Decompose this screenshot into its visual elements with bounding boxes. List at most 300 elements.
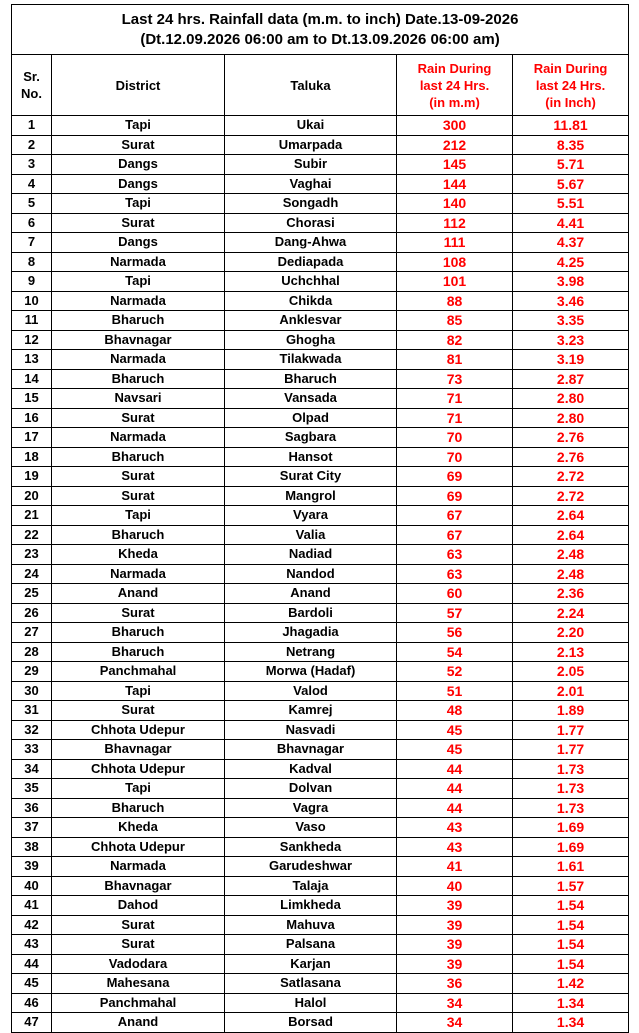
- district-cell: Surat: [52, 213, 225, 233]
- rain-mm-cell: 52: [397, 662, 513, 682]
- sr-no-cell: 6: [12, 213, 52, 233]
- rain-mm-cell: 39: [397, 935, 513, 955]
- rain-mm-cell: 140: [397, 194, 513, 214]
- district-cell: Bhavnagar: [52, 330, 225, 350]
- header-rain-inch-line-2: last 24 Hrs.: [535, 77, 606, 93]
- sr-no-cell: 9: [12, 272, 52, 292]
- district-cell: Chhota Udepur: [52, 720, 225, 740]
- district-cell: Kheda: [52, 545, 225, 565]
- table-row: [12, 252, 629, 272]
- header-rain-inch-line-1: Rain During: [533, 60, 608, 76]
- taluka-cell: Netrang: [225, 642, 397, 662]
- table-row: [12, 467, 629, 487]
- taluka-cell: Nandod: [225, 564, 397, 584]
- sr-no-cell: 23: [12, 545, 52, 565]
- table-row: [12, 857, 629, 877]
- taluka-cell: Chorasi: [225, 213, 397, 233]
- district-cell: Narmada: [52, 428, 225, 448]
- district-cell: Surat: [52, 408, 225, 428]
- rain-inch-cell: 1.54: [513, 915, 629, 935]
- taluka-cell: Jhagadia: [225, 623, 397, 643]
- taluka-cell: Garudeshwar: [225, 857, 397, 877]
- rain-mm-cell: 73: [397, 369, 513, 389]
- district-cell: Dangs: [52, 155, 225, 175]
- rain-mm-cell: 70: [397, 447, 513, 467]
- rain-inch-cell: 2.01: [513, 681, 629, 701]
- sr-no-cell: 18: [12, 447, 52, 467]
- district-cell: Tapi: [52, 779, 225, 799]
- rain-mm-cell: 82: [397, 330, 513, 350]
- table-row: [12, 623, 629, 643]
- sr-no-cell: 25: [12, 584, 52, 604]
- taluka-cell: Mangrol: [225, 486, 397, 506]
- rain-inch-cell: 5.67: [513, 174, 629, 194]
- sr-no-cell: 3: [12, 155, 52, 175]
- rain-inch-cell: 11.81: [513, 116, 629, 136]
- district-cell: Panchmahal: [52, 662, 225, 682]
- district-cell: Tapi: [52, 194, 225, 214]
- rain-inch-cell: 2.72: [513, 467, 629, 487]
- table-row: [12, 662, 629, 682]
- taluka-cell: Talaja: [225, 876, 397, 896]
- district-cell: Narmada: [52, 350, 225, 370]
- taluka-cell: Ukai: [225, 116, 397, 136]
- rain-inch-cell: 3.23: [513, 330, 629, 350]
- rain-mm-cell: 112: [397, 213, 513, 233]
- taluka-cell: Dolvan: [225, 779, 397, 799]
- table-row: [12, 233, 629, 253]
- rain-mm-cell: 67: [397, 506, 513, 526]
- taluka-cell: Vagra: [225, 798, 397, 818]
- sr-no-cell: 7: [12, 233, 52, 253]
- taluka-cell: Olpad: [225, 408, 397, 428]
- taluka-cell: Nadiad: [225, 545, 397, 565]
- header-sr-line-2: No.: [21, 86, 42, 101]
- rain-mm-cell: 57: [397, 603, 513, 623]
- taluka-cell: Bhavnagar: [225, 740, 397, 760]
- taluka-cell: Anand: [225, 584, 397, 604]
- table-row: [12, 545, 629, 565]
- rain-inch-cell: 1.69: [513, 818, 629, 838]
- sr-no-cell: 32: [12, 720, 52, 740]
- sr-no-cell: 24: [12, 564, 52, 584]
- header-rain-inch: [513, 55, 629, 116]
- rain-mm-cell: 70: [397, 428, 513, 448]
- table-row: [12, 681, 629, 701]
- district-cell: Surat: [52, 135, 225, 155]
- table-row: [12, 428, 629, 448]
- table-row: [12, 720, 629, 740]
- sr-no-cell: 36: [12, 798, 52, 818]
- sr-no-cell: 34: [12, 759, 52, 779]
- district-cell: Tapi: [52, 272, 225, 292]
- district-cell: Bharuch: [52, 369, 225, 389]
- district-cell: Surat: [52, 603, 225, 623]
- sr-no-cell: 42: [12, 915, 52, 935]
- sr-no-cell: 40: [12, 876, 52, 896]
- district-cell: Bharuch: [52, 311, 225, 331]
- sr-no-cell: 26: [12, 603, 52, 623]
- district-cell: Dangs: [52, 233, 225, 253]
- taluka-cell: Bharuch: [225, 369, 397, 389]
- district-cell: Surat: [52, 486, 225, 506]
- rain-inch-cell: 2.64: [513, 506, 629, 526]
- rain-mm-cell: 108: [397, 252, 513, 272]
- district-cell: Chhota Udepur: [52, 759, 225, 779]
- table-row: [12, 818, 629, 838]
- rain-mm-cell: 34: [397, 993, 513, 1013]
- taluka-cell: Limkheda: [225, 896, 397, 916]
- district-cell: Anand: [52, 1013, 225, 1033]
- taluka-cell: Kadval: [225, 759, 397, 779]
- table-row: [12, 291, 629, 311]
- table-row: [12, 369, 629, 389]
- district-cell: Bharuch: [52, 642, 225, 662]
- sr-no-cell: 12: [12, 330, 52, 350]
- header-rain-mm-line-3: (in m.m): [429, 94, 480, 110]
- district-cell: Narmada: [52, 291, 225, 311]
- district-cell: Bharuch: [52, 623, 225, 643]
- table-row: [12, 389, 629, 409]
- rain-mm-cell: 56: [397, 623, 513, 643]
- sr-no-cell: 44: [12, 954, 52, 974]
- table-body: [12, 116, 629, 1033]
- rain-mm-cell: 69: [397, 467, 513, 487]
- sr-no-cell: 2: [12, 135, 52, 155]
- sr-no-cell: 33: [12, 740, 52, 760]
- table-row: [12, 584, 629, 604]
- table-row: [12, 194, 629, 214]
- rain-mm-cell: 144: [397, 174, 513, 194]
- sr-no-cell: 22: [12, 525, 52, 545]
- table-row: [12, 525, 629, 545]
- sr-no-cell: 5: [12, 194, 52, 214]
- rain-inch-cell: 2.48: [513, 545, 629, 565]
- rain-mm-cell: 39: [397, 954, 513, 974]
- rain-inch-cell: 1.73: [513, 779, 629, 799]
- rain-mm-cell: 101: [397, 272, 513, 292]
- rain-inch-cell: 4.41: [513, 213, 629, 233]
- rainfall-table: [11, 4, 629, 1033]
- taluka-cell: Chikda: [225, 291, 397, 311]
- sr-no-cell: 46: [12, 993, 52, 1013]
- rain-mm-cell: 88: [397, 291, 513, 311]
- sr-no-cell: 17: [12, 428, 52, 448]
- table-row: [12, 759, 629, 779]
- taluka-cell: Halol: [225, 993, 397, 1013]
- rain-inch-cell: 3.35: [513, 311, 629, 331]
- table-row: [12, 974, 629, 994]
- rain-mm-cell: 300: [397, 116, 513, 136]
- table-row: [12, 564, 629, 584]
- district-cell: Bhavnagar: [52, 876, 225, 896]
- taluka-cell: Sankheda: [225, 837, 397, 857]
- rain-inch-cell: 2.13: [513, 642, 629, 662]
- rain-mm-cell: 63: [397, 545, 513, 565]
- table-row: [12, 506, 629, 526]
- taluka-cell: Vaso: [225, 818, 397, 838]
- rain-inch-cell: 1.57: [513, 876, 629, 896]
- table-row: [12, 155, 629, 175]
- table-row: [12, 935, 629, 955]
- rain-mm-cell: 81: [397, 350, 513, 370]
- rain-inch-cell: 2.36: [513, 584, 629, 604]
- rain-inch-cell: 1.34: [513, 993, 629, 1013]
- rain-mm-cell: 60: [397, 584, 513, 604]
- rain-mm-cell: 39: [397, 896, 513, 916]
- sr-no-cell: 27: [12, 623, 52, 643]
- rain-inch-cell: 2.20: [513, 623, 629, 643]
- rain-inch-cell: 3.19: [513, 350, 629, 370]
- taluka-cell: Umarpada: [225, 135, 397, 155]
- rain-inch-cell: 1.54: [513, 954, 629, 974]
- rain-inch-cell: 1.42: [513, 974, 629, 994]
- rain-inch-cell: 4.37: [513, 233, 629, 253]
- rain-inch-cell: 1.73: [513, 759, 629, 779]
- sr-no-cell: 28: [12, 642, 52, 662]
- sr-no-cell: 14: [12, 369, 52, 389]
- rain-inch-cell: 1.77: [513, 740, 629, 760]
- district-cell: Bharuch: [52, 525, 225, 545]
- rain-inch-cell: 3.46: [513, 291, 629, 311]
- rain-inch-cell: 5.71: [513, 155, 629, 175]
- taluka-cell: Dang-Ahwa: [225, 233, 397, 253]
- taluka-cell: Tilakwada: [225, 350, 397, 370]
- taluka-cell: Songadh: [225, 194, 397, 214]
- header-taluka: Taluka: [225, 55, 397, 116]
- sr-no-cell: 19: [12, 467, 52, 487]
- rain-mm-cell: 54: [397, 642, 513, 662]
- district-cell: Narmada: [52, 857, 225, 877]
- table-row: [12, 701, 629, 721]
- rain-inch-cell: 1.73: [513, 798, 629, 818]
- header-rain-mm-line-2: last 24 Hrs.: [419, 77, 490, 93]
- district-cell: Dangs: [52, 174, 225, 194]
- table-row: [12, 213, 629, 233]
- rain-mm-cell: 45: [397, 740, 513, 760]
- sr-no-cell: 1: [12, 116, 52, 136]
- taluka-cell: Uchchhal: [225, 272, 397, 292]
- rain-mm-cell: 44: [397, 779, 513, 799]
- district-cell: Chhota Udepur: [52, 837, 225, 857]
- rain-mm-cell: 39: [397, 915, 513, 935]
- header-rain-inch-line-3: (in Inch): [545, 94, 596, 110]
- rain-inch-cell: 5.51: [513, 194, 629, 214]
- rain-inch-cell: 2.64: [513, 525, 629, 545]
- rain-mm-cell: 36: [397, 974, 513, 994]
- rain-mm-cell: 40: [397, 876, 513, 896]
- taluka-cell: Karjan: [225, 954, 397, 974]
- table-row: [12, 896, 629, 916]
- district-cell: Surat: [52, 467, 225, 487]
- rain-mm-cell: 212: [397, 135, 513, 155]
- sr-no-cell: 38: [12, 837, 52, 857]
- taluka-cell: Mahuva: [225, 915, 397, 935]
- rain-mm-cell: 145: [397, 155, 513, 175]
- table-row: [12, 447, 629, 467]
- sr-no-cell: 4: [12, 174, 52, 194]
- table-row: [12, 915, 629, 935]
- rain-mm-cell: 63: [397, 564, 513, 584]
- sr-no-cell: 16: [12, 408, 52, 428]
- header-sr-no: [12, 55, 52, 116]
- taluka-cell: Ghogha: [225, 330, 397, 350]
- taluka-cell: Anklesvar: [225, 311, 397, 331]
- table-row: [12, 993, 629, 1013]
- rain-mm-cell: 85: [397, 311, 513, 331]
- rain-inch-cell: 4.25: [513, 252, 629, 272]
- taluka-cell: Sagbara: [225, 428, 397, 448]
- sr-no-cell: 13: [12, 350, 52, 370]
- title-line-2: (Dt.12.09.2026 06:00 am to Dt.13.09.2026 06:00 am): [140, 30, 500, 48]
- rain-inch-cell: 2.87: [513, 369, 629, 389]
- rain-inch-cell: 2.72: [513, 486, 629, 506]
- taluka-cell: Valod: [225, 681, 397, 701]
- sr-no-cell: 20: [12, 486, 52, 506]
- table-row: [12, 330, 629, 350]
- rain-inch-cell: 2.76: [513, 428, 629, 448]
- sr-no-cell: 45: [12, 974, 52, 994]
- table-row: [12, 779, 629, 799]
- district-cell: Anand: [52, 584, 225, 604]
- table-row: [12, 954, 629, 974]
- rain-inch-cell: 1.69: [513, 837, 629, 857]
- rain-mm-cell: 43: [397, 837, 513, 857]
- rain-inch-cell: 2.24: [513, 603, 629, 623]
- rain-inch-cell: 2.80: [513, 389, 629, 409]
- rain-mm-cell: 44: [397, 798, 513, 818]
- table-row: [12, 837, 629, 857]
- sr-no-cell: 41: [12, 896, 52, 916]
- rain-inch-cell: 8.35: [513, 135, 629, 155]
- rain-mm-cell: 69: [397, 486, 513, 506]
- table-row: [12, 876, 629, 896]
- table-row: [12, 135, 629, 155]
- header-rain-mm-line-1: Rain During: [417, 60, 492, 76]
- taluka-cell: Satlasana: [225, 974, 397, 994]
- table-row: [12, 116, 629, 136]
- table-row: [12, 642, 629, 662]
- header-district: District: [52, 55, 225, 116]
- taluka-cell: Vansada: [225, 389, 397, 409]
- district-cell: Surat: [52, 915, 225, 935]
- rain-mm-cell: 41: [397, 857, 513, 877]
- sr-no-cell: 31: [12, 701, 52, 721]
- rain-inch-cell: 1.61: [513, 857, 629, 877]
- taluka-cell: Borsad: [225, 1013, 397, 1033]
- rain-inch-cell: 2.05: [513, 662, 629, 682]
- district-cell: Tapi: [52, 506, 225, 526]
- table-row: [12, 174, 629, 194]
- taluka-cell: Morwa (Hadaf): [225, 662, 397, 682]
- district-cell: Tapi: [52, 116, 225, 136]
- district-cell: Tapi: [52, 681, 225, 701]
- sr-no-cell: 15: [12, 389, 52, 409]
- district-cell: Navsari: [52, 389, 225, 409]
- rain-mm-cell: 67: [397, 525, 513, 545]
- taluka-cell: Vaghai: [225, 174, 397, 194]
- taluka-cell: Bardoli: [225, 603, 397, 623]
- sr-no-cell: 8: [12, 252, 52, 272]
- rain-inch-cell: 2.80: [513, 408, 629, 428]
- table-row: [12, 603, 629, 623]
- rain-inch-cell: 1.54: [513, 896, 629, 916]
- district-cell: Surat: [52, 935, 225, 955]
- taluka-cell: Vyara: [225, 506, 397, 526]
- table-row: [12, 486, 629, 506]
- rain-inch-cell: 3.98: [513, 272, 629, 292]
- column-header-row: [12, 55, 629, 116]
- district-cell: Kheda: [52, 818, 225, 838]
- taluka-cell: Surat City: [225, 467, 397, 487]
- rain-mm-cell: 71: [397, 389, 513, 409]
- taluka-cell: Kamrej: [225, 701, 397, 721]
- rain-inch-cell: 1.77: [513, 720, 629, 740]
- taluka-cell: Valia: [225, 525, 397, 545]
- district-cell: Bharuch: [52, 798, 225, 818]
- district-cell: Bharuch: [52, 447, 225, 467]
- rain-inch-cell: 2.48: [513, 564, 629, 584]
- sr-no-cell: 35: [12, 779, 52, 799]
- rain-mm-cell: 43: [397, 818, 513, 838]
- district-cell: Panchmahal: [52, 993, 225, 1013]
- district-cell: Vadodara: [52, 954, 225, 974]
- sr-no-cell: 11: [12, 311, 52, 331]
- rain-mm-cell: 71: [397, 408, 513, 428]
- taluka-cell: Dediapada: [225, 252, 397, 272]
- rain-mm-cell: 111: [397, 233, 513, 253]
- sr-no-cell: 47: [12, 1013, 52, 1033]
- rain-mm-cell: 45: [397, 720, 513, 740]
- sr-no-cell: 29: [12, 662, 52, 682]
- district-cell: Bhavnagar: [52, 740, 225, 760]
- table-row: [12, 311, 629, 331]
- title-line-1: Last 24 hrs. Rainfall data (m.m. to inch) Date.13-09-2026: [121, 10, 519, 28]
- rain-inch-cell: 1.54: [513, 935, 629, 955]
- table-row: [12, 408, 629, 428]
- sr-no-cell: 10: [12, 291, 52, 311]
- header-sr-line-1: Sr.: [23, 69, 40, 84]
- table-title: [12, 5, 629, 55]
- rain-mm-cell: 44: [397, 759, 513, 779]
- district-cell: Dahod: [52, 896, 225, 916]
- sr-no-cell: 21: [12, 506, 52, 526]
- sr-no-cell: 43: [12, 935, 52, 955]
- rain-mm-cell: 48: [397, 701, 513, 721]
- rain-inch-cell: 2.76: [513, 447, 629, 467]
- sr-no-cell: 39: [12, 857, 52, 877]
- sr-no-cell: 37: [12, 818, 52, 838]
- rain-inch-cell: 1.89: [513, 701, 629, 721]
- table-row: [12, 1013, 629, 1033]
- table-row: [12, 798, 629, 818]
- taluka-cell: Hansot: [225, 447, 397, 467]
- district-cell: Narmada: [52, 564, 225, 584]
- rain-mm-cell: 34: [397, 1013, 513, 1033]
- taluka-cell: Nasvadi: [225, 720, 397, 740]
- rain-inch-cell: 1.34: [513, 1013, 629, 1033]
- district-cell: Mahesana: [52, 974, 225, 994]
- taluka-cell: Subir: [225, 155, 397, 175]
- rain-mm-cell: 51: [397, 681, 513, 701]
- sr-no-cell: 30: [12, 681, 52, 701]
- taluka-cell: Palsana: [225, 935, 397, 955]
- district-cell: Narmada: [52, 252, 225, 272]
- table-row: [12, 350, 629, 370]
- district-cell: Surat: [52, 701, 225, 721]
- table-row: [12, 740, 629, 760]
- table-row: [12, 272, 629, 292]
